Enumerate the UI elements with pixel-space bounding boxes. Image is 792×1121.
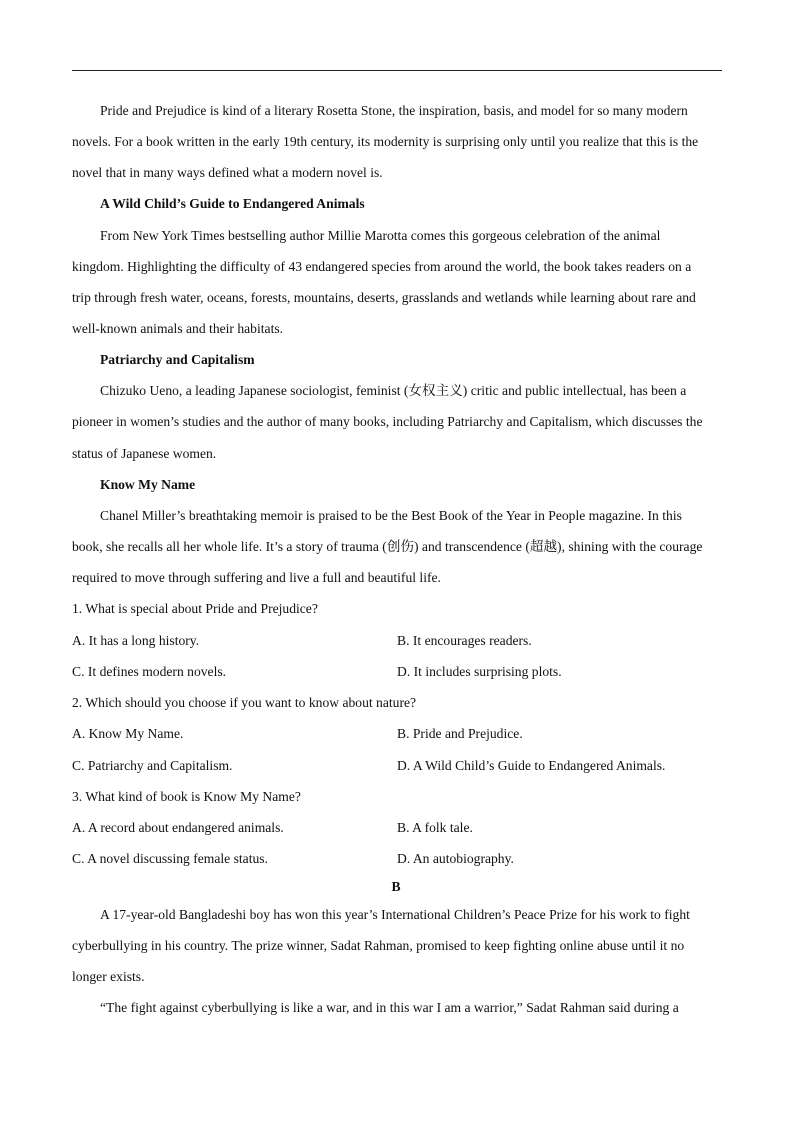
question-1-option-d: D. It includes surprising plots. (397, 664, 562, 679)
question-3-option-d: D. An autobiography. (397, 851, 514, 866)
wild-child-paragraph-line: well-known animals and their habitats. (72, 321, 284, 336)
question-2-option-b: B. Pride and Prejudice. (397, 726, 523, 741)
question-3-option-c: C. A novel discussing female status. (72, 851, 268, 866)
question-1-option-a: A. It has a long history. (72, 633, 200, 648)
question-2-option-c: C. Patriarchy and Capitalism. (72, 758, 233, 773)
know-my-name-paragraph-line: book, she recalls all her whole life. It’s a story of trauma (创伤) and transcendence (超越), shining with the courage (72, 539, 703, 554)
book-title-wild-child: A Wild Child’s Guide to Endangered Animals (100, 196, 365, 211)
section-b-paragraph-line: cyberbullying in his country. The prize winner, Sadat Rahman, promised to keep fighting online abuse until it no (72, 938, 685, 953)
question-1-stem: 1. What is special about Pride and Prejudice? (72, 601, 318, 616)
pride-paragraph-line: novels. For a book written in the early 19th century, its modernity is surprising only until you realize that this is the (72, 134, 699, 149)
pride-paragraph-line: novel that in many ways defined what a modern novel is. (72, 165, 383, 180)
section-b-paragraph-line: A 17-year-old Bangladeshi boy has won this year’s International Children’s Peace Prize for his work to fight (100, 907, 690, 922)
patriarchy-paragraph-line: Chizuko Ueno, a leading Japanese sociologist, feminist (女权主义) critic and public intellectual, has been a (100, 383, 687, 398)
section-b-heading: B (391, 879, 401, 894)
patriarchy-paragraph-line: status of Japanese women. (72, 446, 217, 461)
know-my-name-paragraph-line: required to move through suffering and live a full and beautiful life. (72, 570, 441, 585)
wild-child-paragraph-line: kingdom. Highlighting the difficulty of 43 endangered species from around the world, the book takes readers on a (72, 259, 692, 274)
question-2-stem: 2. Which should you choose if you want to know about nature? (72, 695, 417, 710)
question-3-option-b: B. A folk tale. (397, 820, 473, 835)
book-title-know-my-name: Know My Name (100, 477, 196, 492)
pride-paragraph-line: Pride and Prejudice is kind of a literary Rosetta Stone, the inspiration, basis, and model for so many modern (100, 103, 688, 118)
question-1-option-b: B. It encourages readers. (397, 633, 532, 648)
question-3-option-a: A. A record about endangered animals. (72, 820, 284, 835)
wild-child-paragraph-line: trip through fresh water, oceans, forests, mountains, deserts, grasslands and wetlands while learning about rare and (72, 290, 696, 305)
section-b-paragraph-line: “The fight against cyberbullying is like a war, and in this war I am a warrior,” Sadat Rahman said during a (100, 1000, 679, 1015)
wild-child-paragraph-line: From New York Times bestselling author Millie Marotta comes this gorgeous celebration of the animal (100, 228, 661, 243)
patriarchy-paragraph-line: pioneer in women’s studies and the author of many books, including Patriarchy and Capitalism, which discusses the (72, 414, 703, 429)
question-2-option-d: D. A Wild Child’s Guide to Endangered Animals. (397, 758, 666, 773)
question-3-stem: 3. What kind of book is Know My Name? (72, 789, 301, 804)
header-rule (72, 70, 722, 71)
question-2-option-a: A. Know My Name. (72, 726, 184, 741)
section-b-paragraph-line: longer exists. (72, 969, 145, 984)
question-1-option-c: C. It defines modern novels. (72, 664, 227, 679)
know-my-name-paragraph-line: Chanel Miller’s breathtaking memoir is praised to be the Best Book of the Year in People magazine. In this (100, 508, 682, 523)
book-title-patriarchy: Patriarchy and Capitalism (100, 352, 255, 367)
